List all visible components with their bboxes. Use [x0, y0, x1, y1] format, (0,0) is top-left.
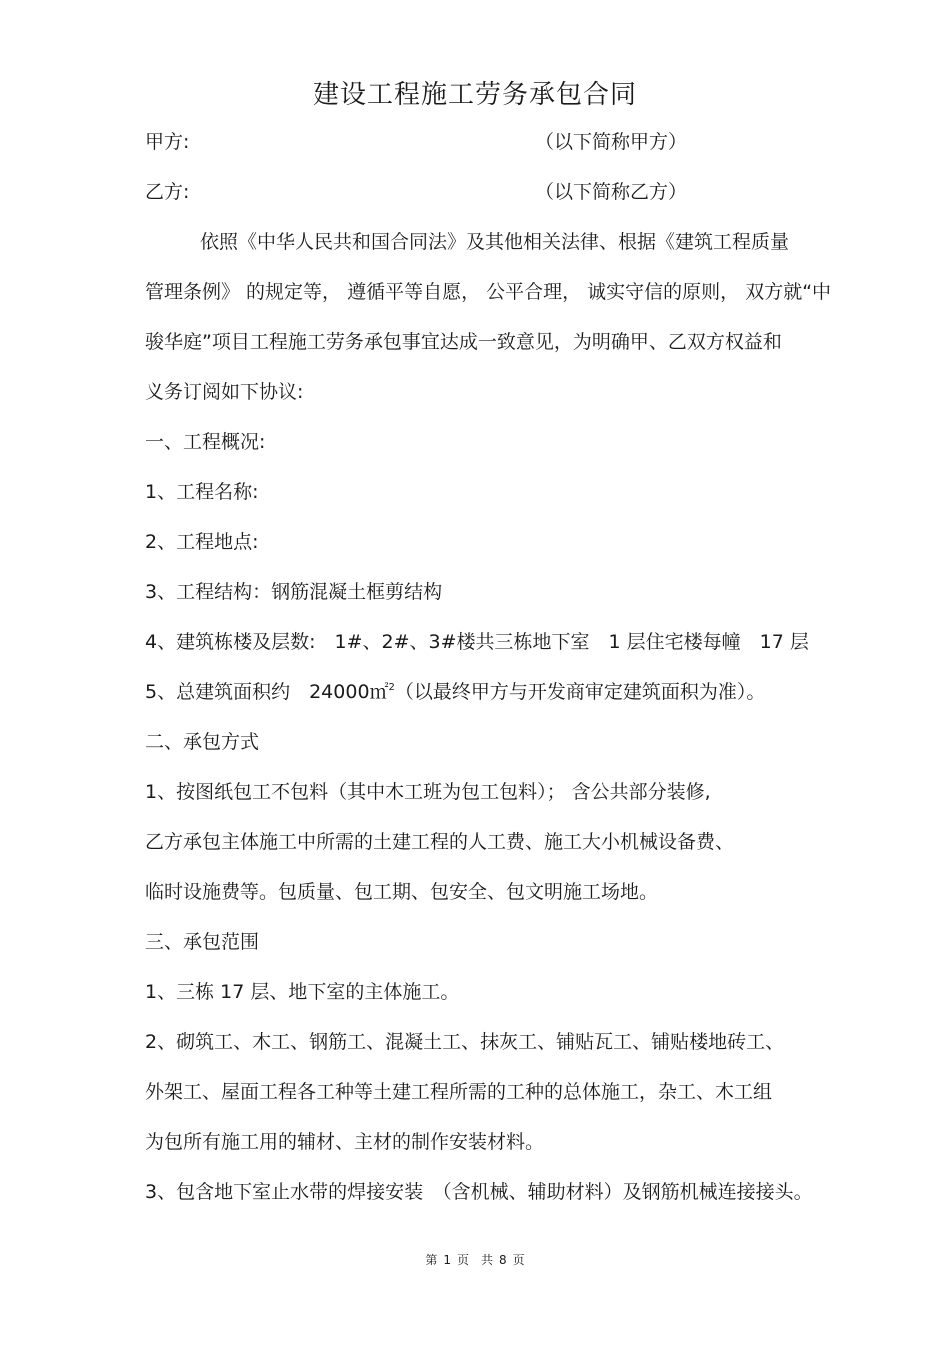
page-mid: 页 共 [456, 1253, 493, 1267]
section-heading: 三、承包范围 [145, 931, 260, 953]
page-suffix: 页 [512, 1253, 525, 1267]
section-line: 外架工、屋面工程各工种等土建工程所需的工种的总体施工，杂工、木工组 [145, 1081, 773, 1103]
intro-line: 骏华庭”项目工程施工劳务承包事宜达成一致意见，为明确甲、乙双方权益和 [145, 331, 782, 353]
party-a-note: （以下简称甲方） [535, 131, 688, 153]
section-line: 2、砌筑工、木工、钢筋工、混凝土工、抹灰工、铺贴瓦工、铺贴楼地砖工、 [145, 1031, 785, 1053]
section-line: 临时设施费等。包质量、包工期、包安全、包文明施工场地。 [145, 881, 659, 903]
list-item: 2、工程地点: [145, 531, 259, 553]
list-item: 4、建筑栋楼及层数: 1#、2#、3#楼共三栋地下室 1 层住宅楼每幢 17 层 [145, 631, 809, 653]
intro-line: 义务订阅如下协议: [145, 381, 304, 403]
party-b-label: 乙方: [145, 181, 190, 203]
section-line: 1、三栋 17 层、地下室的主体施工。 [145, 981, 460, 1003]
section-line: 乙方承包主体施工中所需的土建工程的人工费、施工大小机械设备费、 [145, 831, 735, 853]
party-b-note: （以下简称乙方） [535, 181, 688, 203]
page-footer [0, 1251, 950, 1268]
page-total: 8 [499, 1253, 507, 1267]
list-item: 3、工程结构：钢筋混凝土框剪结构 [145, 581, 443, 603]
party-a-label: 甲方: [145, 131, 190, 153]
section-line: 3、包含地下室止水带的焊接安装 （含机械、辅助材料）及钢筋机械连接接头。 [145, 1181, 813, 1203]
total-area-suffix: （以最终甲方与开发商审定建筑面积为准）。 [394, 681, 766, 703]
total-area-item [145, 678, 765, 706]
section-line: 为包所有施工用的辅材、主材的制作安装材料。 [145, 1131, 545, 1153]
page-prefix: 第 [425, 1253, 438, 1267]
total-area-prefix: 5、总建筑面积约 24000㎡ [145, 681, 389, 703]
section-heading: 一、工程概况: [145, 431, 266, 453]
page-number: 1 [443, 1253, 451, 1267]
section-heading: 二、承包方式 [145, 731, 260, 753]
intro-line: 管理条例》 的规定等， 遵循平等自愿， 公平合理， 诚实守信的原则， 双方就“中 [145, 281, 832, 303]
intro-line: 依照《中华人民共和国合同法》及其他相关法律、根据《建筑工程质量 [200, 231, 790, 253]
section-line: 1、按图纸包工不包料（其中木工班为包工包料）； 含公共部分装修, [145, 781, 711, 803]
list-item: 1、工程名称: [145, 481, 259, 503]
area-superscript: 2 [388, 682, 395, 693]
document-title: 建设工程施工劳务承包合同 [312, 80, 637, 110]
